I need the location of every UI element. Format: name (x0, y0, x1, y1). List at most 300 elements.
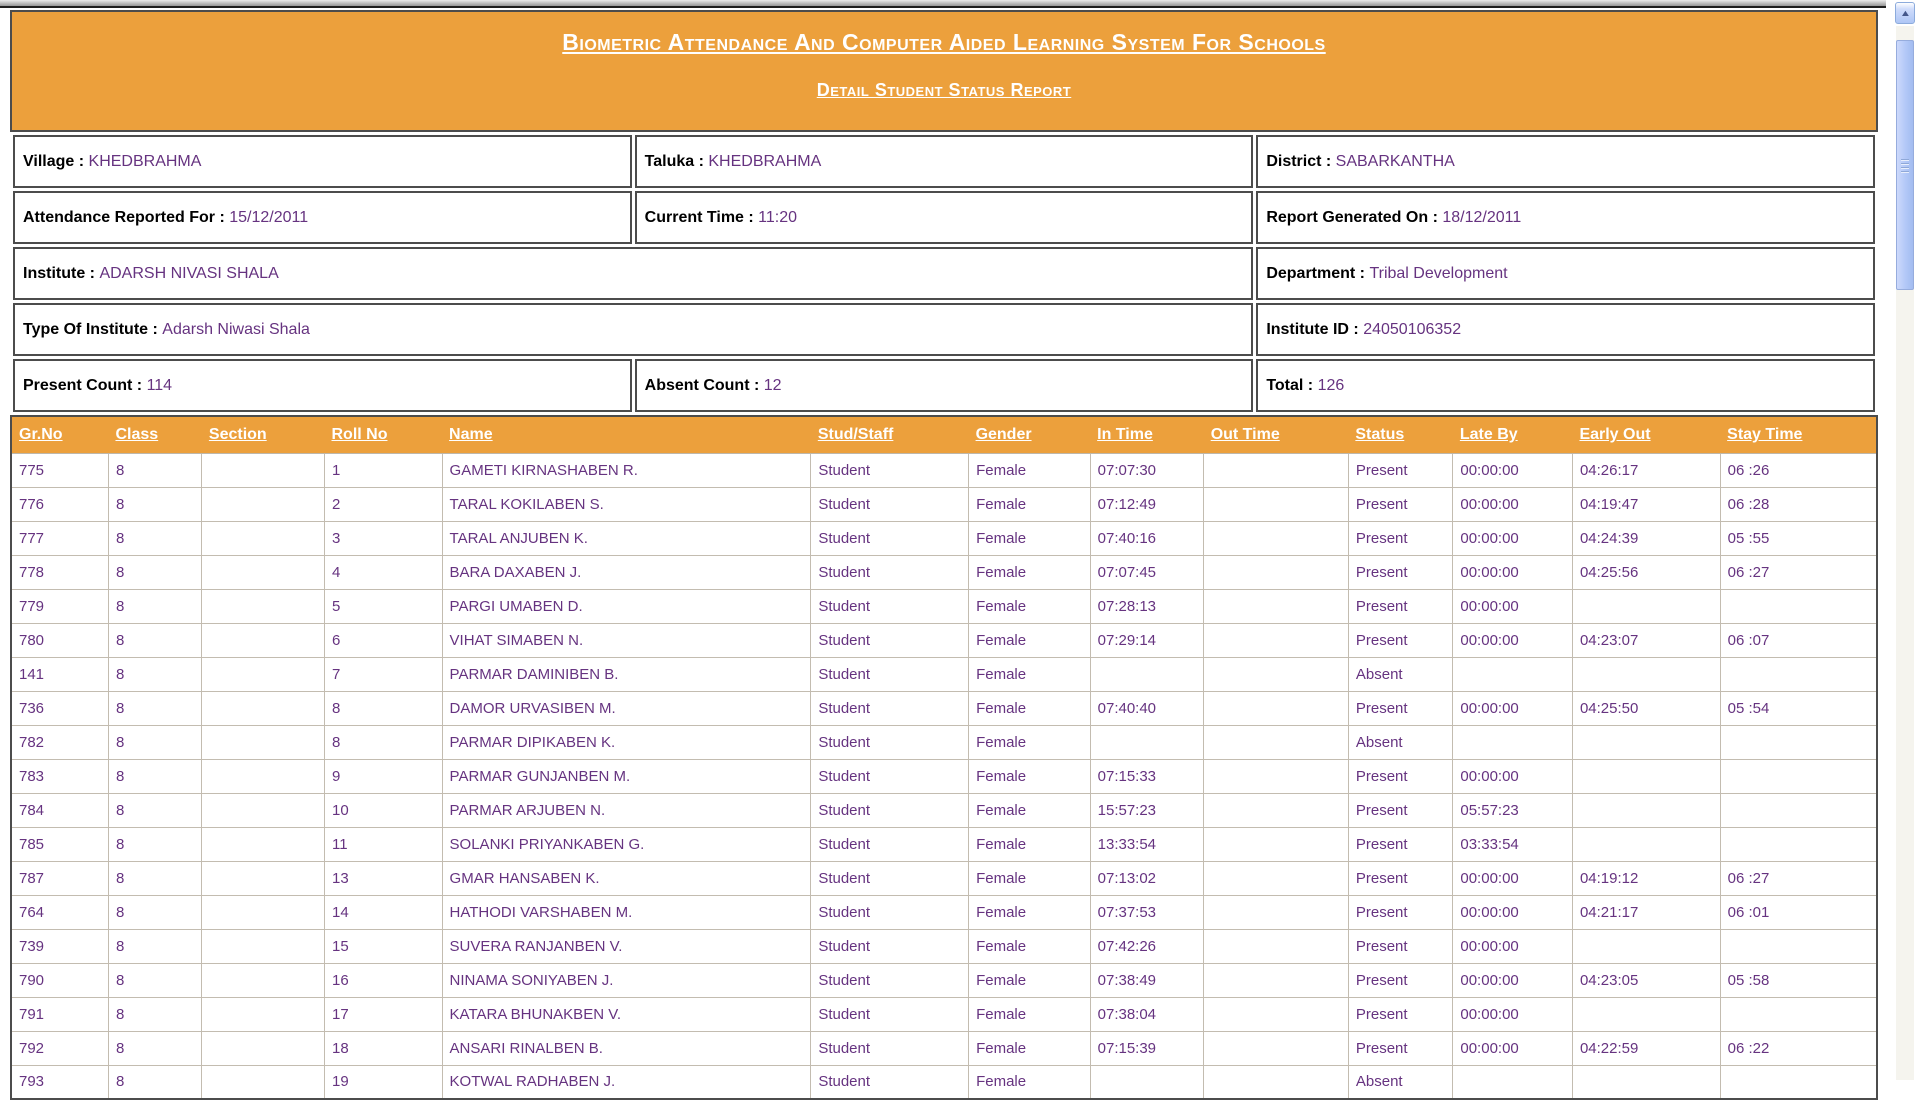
cell-name: PARMAR DAMINIBEN B. (442, 657, 811, 691)
cell-late-by: 00:00:00 (1453, 895, 1573, 929)
cell-name: GMAR HANSABEN K. (442, 861, 811, 895)
cell-gr-no: 787 (11, 861, 108, 895)
col-header-stud-staff[interactable]: Stud/Staff (811, 416, 969, 453)
cell-early-out (1572, 793, 1720, 827)
cell-in-time (1090, 1065, 1204, 1099)
cell-class: 8 (108, 521, 201, 555)
cell-stud-staff: Student (811, 691, 969, 725)
cell-stud-staff: Student (811, 555, 969, 589)
col-header-out-time[interactable]: Out Time (1204, 416, 1349, 453)
cell-early-out: 04:25:56 (1572, 555, 1720, 589)
cell-late-by: 00:00:00 (1453, 623, 1573, 657)
cell-stay-time (1720, 589, 1877, 623)
cell-early-out: 04:19:12 (1572, 861, 1720, 895)
info-label: Institute : (23, 264, 100, 282)
cell-status: Absent (1348, 657, 1453, 691)
cell-roll-no: 4 (324, 555, 442, 589)
info-cell-report-generated-on (1256, 191, 1875, 244)
cell-in-time: 07:13:02 (1090, 861, 1204, 895)
cell-gr-no: 782 (11, 725, 108, 759)
cell-class: 8 (108, 963, 201, 997)
cell-gender: Female (969, 1031, 1091, 1065)
cell-early-out (1572, 759, 1720, 793)
info-cell-total (1256, 359, 1875, 412)
info-label: Total : (1266, 376, 1318, 394)
cell-stay-time: 06 :28 (1720, 487, 1877, 521)
cell-roll-no: 7 (324, 657, 442, 691)
info-label: Taluka : (644, 152, 709, 170)
cell-gr-no: 764 (11, 895, 108, 929)
cell-late-by: 00:00:00 (1453, 1031, 1573, 1065)
cell-gender: Female (969, 691, 1091, 725)
cell-early-out: 04:26:17 (1572, 453, 1720, 487)
cell-class: 8 (108, 623, 201, 657)
cell-section (202, 521, 325, 555)
cell-late-by: 05:57:23 (1453, 793, 1573, 827)
cell-early-out: 04:21:17 (1572, 895, 1720, 929)
info-label: Institute ID : (1266, 320, 1364, 338)
cell-gender: Female (969, 997, 1091, 1031)
cell-status: Present (1348, 1031, 1453, 1065)
info-cell-current-time (635, 191, 1254, 244)
cell-in-time: 07:29:14 (1090, 623, 1204, 657)
cell-roll-no: 15 (324, 929, 442, 963)
table-row (11, 827, 1877, 861)
cell-status: Present (1348, 963, 1453, 997)
cell-stud-staff: Student (811, 1065, 969, 1099)
cell-late-by: 00:00:00 (1453, 861, 1573, 895)
cell-name: PARMAR DIPIKABEN K. (442, 725, 811, 759)
table-row (11, 555, 1877, 589)
info-label: Attendance Reported For : (23, 208, 230, 226)
cell-section (202, 453, 325, 487)
info-value: 15/12/2011 (229, 208, 309, 226)
cell-section (202, 827, 325, 861)
cell-section (202, 793, 325, 827)
cell-out-time (1204, 453, 1349, 487)
cell-status: Present (1348, 453, 1453, 487)
info-label: District : (1266, 152, 1336, 170)
cell-class: 8 (108, 793, 201, 827)
table-row (11, 521, 1877, 555)
cell-section (202, 1031, 325, 1065)
cell-in-time: 07:40:40 (1090, 691, 1204, 725)
cell-gr-no: 791 (11, 997, 108, 1031)
info-cell-taluka (635, 135, 1254, 188)
cell-name: NINAMA SONIYABEN J. (442, 963, 811, 997)
cell-early-out (1572, 827, 1720, 861)
cell-stay-time: 06 :26 (1720, 453, 1877, 487)
cell-stud-staff: Student (811, 997, 969, 1031)
cell-stay-time: 05 :54 (1720, 691, 1877, 725)
report-page (10, 10, 1878, 1100)
info-value: 12 (763, 376, 782, 394)
cell-out-time (1204, 861, 1349, 895)
cell-gender: Female (969, 521, 1091, 555)
cell-roll-no: 1 (324, 453, 442, 487)
cell-late-by (1453, 1065, 1573, 1099)
cell-stay-time (1720, 657, 1877, 691)
cell-gender: Female (969, 453, 1091, 487)
info-value: 114 (146, 376, 173, 394)
col-header-status[interactable]: Status (1348, 416, 1453, 453)
cell-status: Present (1348, 521, 1453, 555)
cell-out-time (1204, 725, 1349, 759)
info-value: 126 (1317, 376, 1345, 394)
cell-stud-staff: Student (811, 725, 969, 759)
cell-gender: Female (969, 487, 1091, 521)
cell-early-out: 04:23:05 (1572, 963, 1720, 997)
cell-roll-no: 9 (324, 759, 442, 793)
cell-stud-staff: Student (811, 657, 969, 691)
info-label: Present Count : (23, 376, 147, 394)
cell-gr-no: 739 (11, 929, 108, 963)
info-value: 24050106352 (1363, 320, 1462, 338)
cell-early-out: 04:22:59 (1572, 1031, 1720, 1065)
cell-stud-staff: Student (811, 623, 969, 657)
cell-status: Present (1348, 997, 1453, 1031)
info-value: KHEDBRAHMA (88, 152, 202, 170)
cell-late-by: 00:00:00 (1453, 487, 1573, 521)
cell-gender: Female (969, 929, 1091, 963)
cell-gr-no: 790 (11, 963, 108, 997)
cell-section (202, 725, 325, 759)
cell-roll-no: 14 (324, 895, 442, 929)
cell-roll-no: 16 (324, 963, 442, 997)
cell-gr-no: 779 (11, 589, 108, 623)
cell-stay-time (1720, 929, 1877, 963)
cell-status: Present (1348, 827, 1453, 861)
cell-late-by: 00:00:00 (1453, 589, 1573, 623)
cell-name: PARMAR ARJUBEN N. (442, 793, 811, 827)
table-row (11, 997, 1877, 1031)
window-top-edge (0, 0, 1886, 8)
cell-late-by: 00:00:00 (1453, 555, 1573, 589)
cell-gender: Female (969, 861, 1091, 895)
cell-gr-no: 784 (11, 793, 108, 827)
scrollbar-grip-icon (1901, 159, 1909, 173)
cell-name: SUVERA RANJANBEN V. (442, 929, 811, 963)
info-cell-type-of-institute (13, 303, 1253, 356)
cell-in-time (1090, 725, 1204, 759)
cell-in-time: 07:15:39 (1090, 1031, 1204, 1065)
cell-gender: Female (969, 895, 1091, 929)
cell-in-time: 07:28:13 (1090, 589, 1204, 623)
scroll-up-button[interactable] (1895, 2, 1915, 24)
table-row (11, 725, 1877, 759)
cell-stud-staff: Student (811, 759, 969, 793)
cell-section (202, 997, 325, 1031)
chevron-up-icon: ▲ (1899, 7, 1911, 18)
cell-stay-time (1720, 725, 1877, 759)
cell-section (202, 1065, 325, 1099)
cell-late-by (1453, 725, 1573, 759)
table-row (11, 895, 1877, 929)
report-header (10, 10, 1878, 132)
info-row (13, 135, 1875, 188)
cell-out-time (1204, 487, 1349, 521)
cell-stud-staff: Student (811, 827, 969, 861)
col-header-gender[interactable]: Gender (969, 416, 1091, 453)
attendance-table (10, 415, 1878, 1100)
info-label: Department : (1266, 264, 1370, 282)
cell-in-time: 13:33:54 (1090, 827, 1204, 861)
cell-stud-staff: Student (811, 861, 969, 895)
cell-roll-no: 19 (324, 1065, 442, 1099)
cell-out-time (1204, 657, 1349, 691)
cell-late-by: 00:00:00 (1453, 691, 1573, 725)
cell-out-time (1204, 521, 1349, 555)
table-row (11, 589, 1877, 623)
info-value: Adarsh Niwasi Shala (162, 320, 310, 338)
cell-in-time: 15:57:23 (1090, 793, 1204, 827)
cell-early-out (1572, 929, 1720, 963)
cell-out-time (1204, 555, 1349, 589)
info-value: SABARKANTHA (1335, 152, 1455, 170)
cell-roll-no: 13 (324, 861, 442, 895)
cell-late-by (1453, 657, 1573, 691)
cell-roll-no: 8 (324, 691, 442, 725)
cell-name: BARA DAXABEN J. (442, 555, 811, 589)
cell-section (202, 487, 325, 521)
table-row (11, 1065, 1877, 1099)
info-cell-institute (13, 247, 1253, 300)
cell-section (202, 759, 325, 793)
cell-name: PARMAR GUNJANBEN M. (442, 759, 811, 793)
cell-stay-time: 06 :27 (1720, 555, 1877, 589)
cell-name: VIHAT SIMABEN N. (442, 623, 811, 657)
cell-in-time: 07:12:49 (1090, 487, 1204, 521)
cell-section (202, 623, 325, 657)
cell-early-out: 04:23:07 (1572, 623, 1720, 657)
cell-status: Absent (1348, 725, 1453, 759)
info-cell-attendance-reported-for (13, 191, 632, 244)
table-row (11, 1031, 1877, 1065)
cell-gender: Female (969, 555, 1091, 589)
cell-status: Present (1348, 929, 1453, 963)
cell-name: HATHODI VARSHABEN M. (442, 895, 811, 929)
cell-in-time: 07:38:04 (1090, 997, 1204, 1031)
cell-section (202, 895, 325, 929)
cell-stay-time (1720, 759, 1877, 793)
cell-name: TARAL KOKILABEN S. (442, 487, 811, 521)
cell-section (202, 691, 325, 725)
cell-class: 8 (108, 997, 201, 1031)
table-row (11, 453, 1877, 487)
cell-out-time (1204, 1031, 1349, 1065)
cell-stay-time (1720, 793, 1877, 827)
cell-stay-time: 05 :55 (1720, 521, 1877, 555)
cell-gender: Female (969, 1065, 1091, 1099)
col-header-class[interactable]: Class (108, 416, 201, 453)
table-row (11, 623, 1877, 657)
table-row (11, 793, 1877, 827)
cell-gender: Female (969, 759, 1091, 793)
col-header-early-out[interactable]: Early Out (1572, 416, 1720, 453)
cell-in-time: 07:42:26 (1090, 929, 1204, 963)
info-table (10, 132, 1878, 415)
info-label: Current Time : (644, 208, 759, 226)
cell-name: PARGI UMABEN D. (442, 589, 811, 623)
cell-in-time: 07:07:45 (1090, 555, 1204, 589)
info-label: Absent Count : (644, 376, 764, 394)
col-header-roll-no[interactable]: Roll No (324, 416, 442, 453)
cell-gender: Female (969, 589, 1091, 623)
cell-out-time (1204, 793, 1349, 827)
cell-status: Present (1348, 861, 1453, 895)
col-header-section[interactable]: Section (202, 416, 325, 453)
cell-class: 8 (108, 929, 201, 963)
col-header-late-by[interactable]: Late By (1453, 416, 1573, 453)
cell-stay-time: 06 :01 (1720, 895, 1877, 929)
cell-out-time (1204, 895, 1349, 929)
cell-early-out: 04:25:50 (1572, 691, 1720, 725)
table-row (11, 691, 1877, 725)
info-value: KHEDBRAHMA (708, 152, 822, 170)
cell-status: Absent (1348, 1065, 1453, 1099)
cell-out-time (1204, 691, 1349, 725)
cell-stud-staff: Student (811, 793, 969, 827)
cell-status: Present (1348, 759, 1453, 793)
cell-out-time (1204, 997, 1349, 1031)
cell-late-by: 00:00:00 (1453, 963, 1573, 997)
cell-class: 8 (108, 1031, 201, 1065)
cell-section (202, 861, 325, 895)
cell-gr-no: 736 (11, 691, 108, 725)
cell-gr-no: 778 (11, 555, 108, 589)
cell-section (202, 657, 325, 691)
cell-name: DAMOR URVASIBEN M. (442, 691, 811, 725)
info-row (13, 191, 1875, 244)
cell-stud-staff: Student (811, 589, 969, 623)
cell-gr-no: 776 (11, 487, 108, 521)
cell-gender: Female (969, 793, 1091, 827)
cell-gender: Female (969, 623, 1091, 657)
cell-stay-time (1720, 997, 1877, 1031)
table-row (11, 759, 1877, 793)
info-value: 11:20 (758, 208, 798, 226)
cell-stay-time (1720, 1065, 1877, 1099)
cell-roll-no: 11 (324, 827, 442, 861)
cell-early-out: 04:24:39 (1572, 521, 1720, 555)
cell-stay-time: 06 :27 (1720, 861, 1877, 895)
cell-roll-no: 3 (324, 521, 442, 555)
cell-in-time: 07:40:16 (1090, 521, 1204, 555)
cell-class: 8 (108, 759, 201, 793)
table-row (11, 929, 1877, 963)
cell-stud-staff: Student (811, 929, 969, 963)
cell-stud-staff: Student (811, 453, 969, 487)
cell-class: 8 (108, 589, 201, 623)
cell-late-by: 00:00:00 (1453, 759, 1573, 793)
cell-gr-no: 792 (11, 1031, 108, 1065)
cell-early-out (1572, 997, 1720, 1031)
info-cell-institute-id (1256, 303, 1875, 356)
cell-class: 8 (108, 691, 201, 725)
info-label: Report Generated On : (1266, 208, 1443, 226)
cell-late-by: 00:00:00 (1453, 521, 1573, 555)
cell-class: 8 (108, 861, 201, 895)
cell-late-by: 03:33:54 (1453, 827, 1573, 861)
cell-gender: Female (969, 963, 1091, 997)
info-cell-village (13, 135, 632, 188)
col-header-in-time[interactable]: In Time (1090, 416, 1204, 453)
info-row (13, 359, 1875, 412)
info-row (13, 303, 1875, 356)
cell-name: KOTWAL RADHABEN J. (442, 1065, 811, 1099)
cell-in-time: 07:38:49 (1090, 963, 1204, 997)
scrollbar-track[interactable] (1896, 26, 1914, 1080)
cell-roll-no: 8 (324, 725, 442, 759)
info-cell-absent-count (635, 359, 1254, 412)
cell-gr-no: 777 (11, 521, 108, 555)
cell-gender: Female (969, 657, 1091, 691)
cell-class: 8 (108, 657, 201, 691)
cell-out-time (1204, 759, 1349, 793)
cell-roll-no: 10 (324, 793, 442, 827)
cell-early-out (1572, 1065, 1720, 1099)
cell-class: 8 (108, 453, 201, 487)
cell-roll-no: 6 (324, 623, 442, 657)
info-value: ADARSH NIVASI SHALA (99, 264, 279, 282)
col-header-stay-time[interactable]: Stay Time (1720, 416, 1877, 453)
cell-gr-no: 785 (11, 827, 108, 861)
cell-stay-time: 05 :58 (1720, 963, 1877, 997)
cell-status: Present (1348, 895, 1453, 929)
col-header-gr-no[interactable]: Gr.No (11, 416, 108, 453)
cell-stay-time: 06 :07 (1720, 623, 1877, 657)
info-row (13, 247, 1875, 300)
cell-in-time: 07:15:33 (1090, 759, 1204, 793)
cell-early-out (1572, 725, 1720, 759)
table-row (11, 487, 1877, 521)
cell-late-by: 00:00:00 (1453, 929, 1573, 963)
cell-in-time (1090, 657, 1204, 691)
cell-name: ANSARI RINALBEN B. (442, 1031, 811, 1065)
cell-section (202, 555, 325, 589)
table-header-row (11, 416, 1877, 453)
cell-name: TARAL ANJUBEN K. (442, 521, 811, 555)
cell-early-out: 04:19:47 (1572, 487, 1720, 521)
col-header-name[interactable]: Name (442, 416, 811, 453)
info-value: 18/12/2011 (1442, 208, 1522, 226)
cell-section (202, 589, 325, 623)
cell-name: SOLANKI PRIYANKABEN G. (442, 827, 811, 861)
cell-section (202, 929, 325, 963)
cell-stud-staff: Student (811, 521, 969, 555)
info-label: Type Of Institute : (23, 320, 163, 338)
cell-early-out (1572, 657, 1720, 691)
cell-stay-time: 06 :22 (1720, 1031, 1877, 1065)
cell-status: Present (1348, 623, 1453, 657)
cell-status: Present (1348, 589, 1453, 623)
page-title: Biometric Attendance And Computer Aided Learning System For Schools (562, 29, 1326, 55)
scrollbar-thumb[interactable] (1896, 40, 1914, 290)
cell-stud-staff: Student (811, 963, 969, 997)
cell-class: 8 (108, 555, 201, 589)
cell-name: KATARA BHUNAKBEN V. (442, 997, 811, 1031)
cell-class: 8 (108, 827, 201, 861)
vertical-scrollbar[interactable] (1895, 2, 1915, 1080)
info-label: Village : (23, 152, 89, 170)
table-row (11, 657, 1877, 691)
info-cell-department (1256, 247, 1875, 300)
cell-in-time: 07:07:30 (1090, 453, 1204, 487)
cell-status: Present (1348, 793, 1453, 827)
cell-stay-time (1720, 827, 1877, 861)
cell-class: 8 (108, 1065, 201, 1099)
cell-roll-no: 17 (324, 997, 442, 1031)
